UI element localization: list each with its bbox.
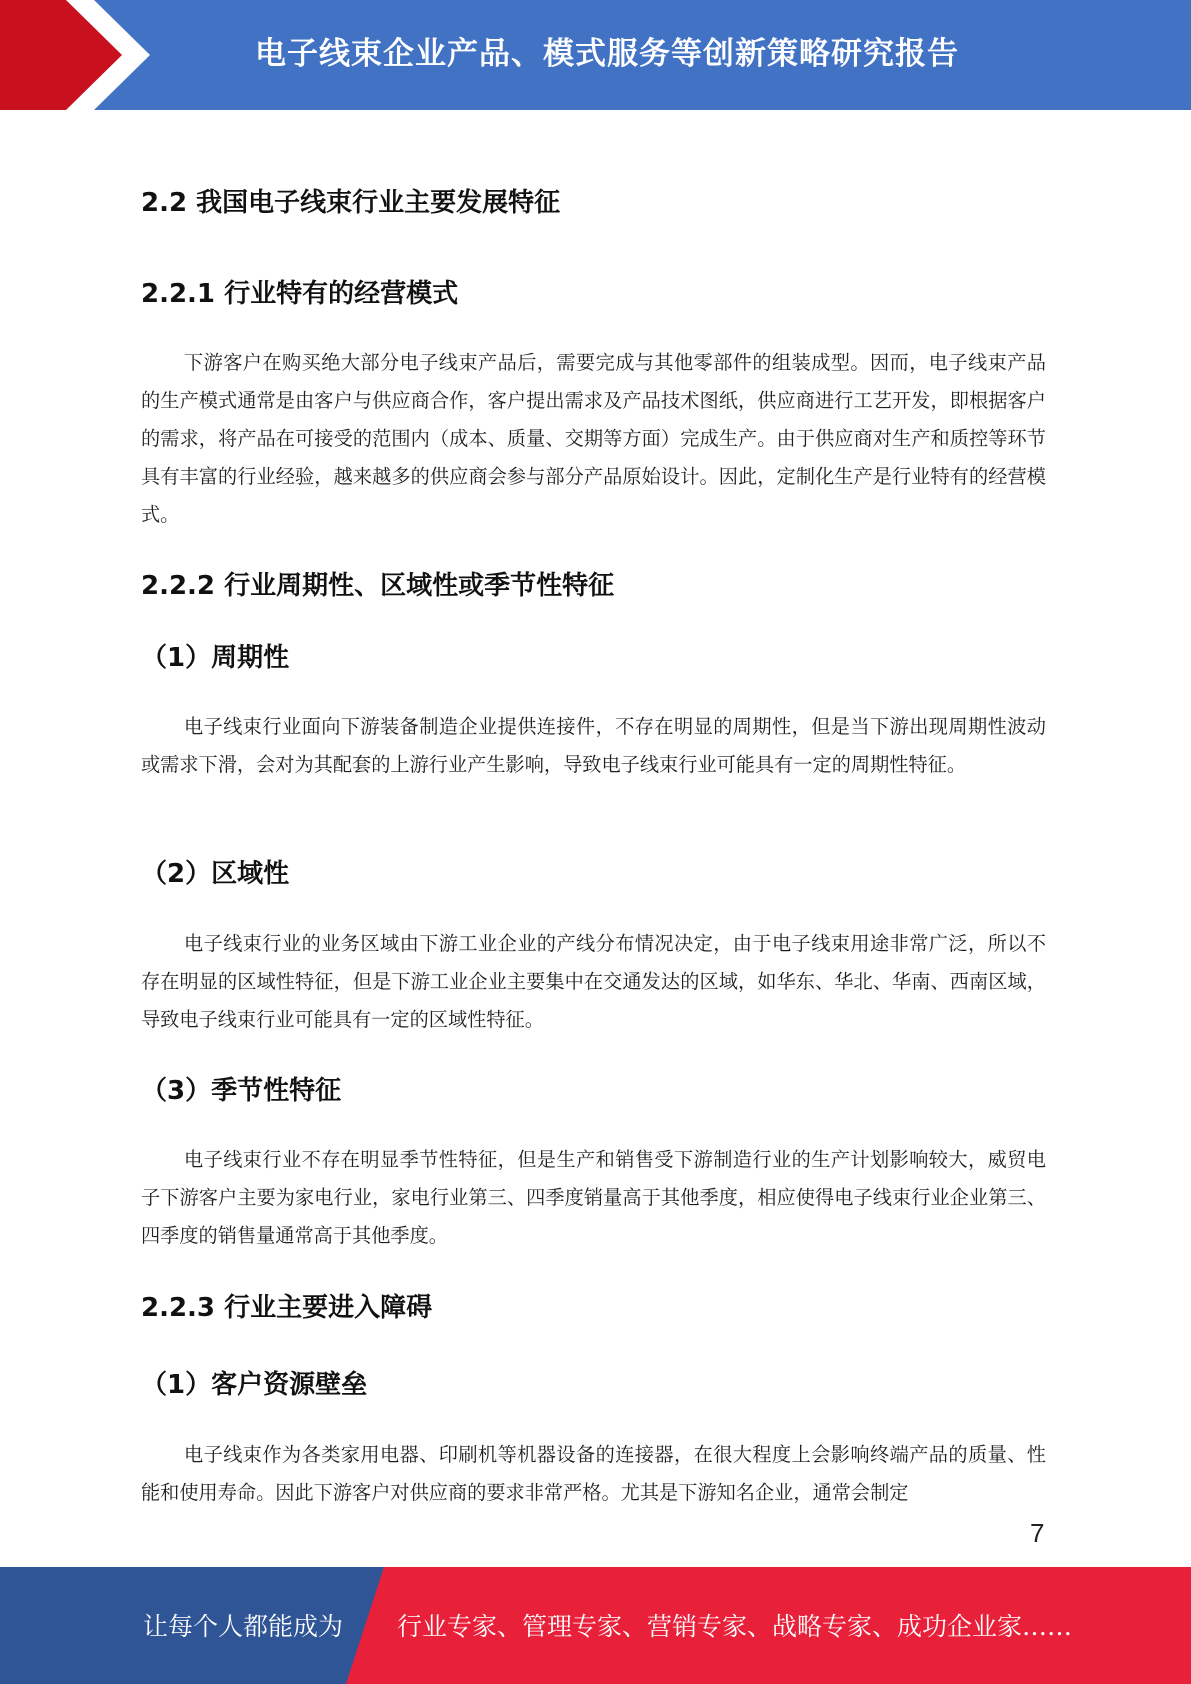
header-banner: [0, 0, 1191, 110]
report-title: 电子线束企业产品、模式服务等创新策略研究报告: [255, 36, 959, 72]
footer-banner: [0, 1567, 1191, 1684]
section-heading-2-2-2: 2.2.2 行业周期性、区域性或季节性特征: [141, 571, 615, 601]
subheading-regionality: （2）区域性: [141, 859, 290, 889]
subheading-seasonality: （3）季节性特征: [141, 1076, 342, 1106]
paragraph-business-model: 下游客户在购买绝大部分电子线束产品后，需要完成与其他零部件的组装成型。因而，电子线束产品的生产模式通常是由客户与供应商合作，客户提出需求及产品技术图纸，供应商进行工艺开发，即根据客户的需求，将产品在可接受的范围内（成本、质量、交期等方面）完成生产。由于供应商对生产和质控等环节具有丰富的行业经验，越来越多的供应商会参与部分产品原始设计。因此，定制化生产是行业特有的经营模式。: [141, 351, 1046, 526]
paragraph-cyclicality: 电子线束行业面向下游装备制造企业提供连接件，不存在明显的周期性，但是当下游出现周期性波动或需求下滑，会对为其配套的上游行业产生影响，导致电子线束行业可能具有一定的周期性特征。: [141, 715, 1046, 776]
page-number: 7: [1030, 1518, 1045, 1548]
section-heading-2-2-3: 2.2.3 行业主要进入障碍: [141, 1293, 433, 1323]
paragraph-customer-barrier: 电子线束作为各类家用电器、印刷机等机器设备的连接器，在很大程度上会影响终端产品的质量、性能和使用寿命。因此下游客户对供应商的要求非常严格。尤其是下游知名企业，通常会制定: [141, 1443, 1046, 1504]
footer-slogan-left: 让每个人都能成为: [143, 1612, 344, 1641]
footer-slogan-right: 行业专家、管理专家、营销专家、战略专家、成功企业家……: [397, 1612, 1073, 1641]
subheading-customer-barrier: （1）客户资源壁垒: [141, 1370, 368, 1400]
paragraph-seasonality: 电子线束行业不存在明显季节性特征，但是生产和销售受下游制造行业的生产计划影响较大，威贸电子下游客户主要为家电行业，家电行业第三、四季度销量高于其他季度，相应使得电子线束行业企业第三、四季度的销售量通常高于其他季度。: [141, 1148, 1046, 1247]
section-heading-2-2-1: 2.2.1 行业特有的经营模式: [141, 279, 459, 309]
paragraph-regionality: 电子线束行业的业务区域由下游工业企业的产线分布情况决定，由于电子线束用途非常广泛，所以不存在明显的区域性特征，但是下游工业企业主要集中在交通发达的区域，如华东、华北、华南、西南区域，导致电子线束行业可能具有一定的区域性特征。: [141, 932, 1046, 1031]
section-heading-2-2: 2.2 我国电子线束行业主要发展特征: [141, 188, 561, 218]
subheading-cyclicality: （1）周期性: [141, 643, 290, 673]
